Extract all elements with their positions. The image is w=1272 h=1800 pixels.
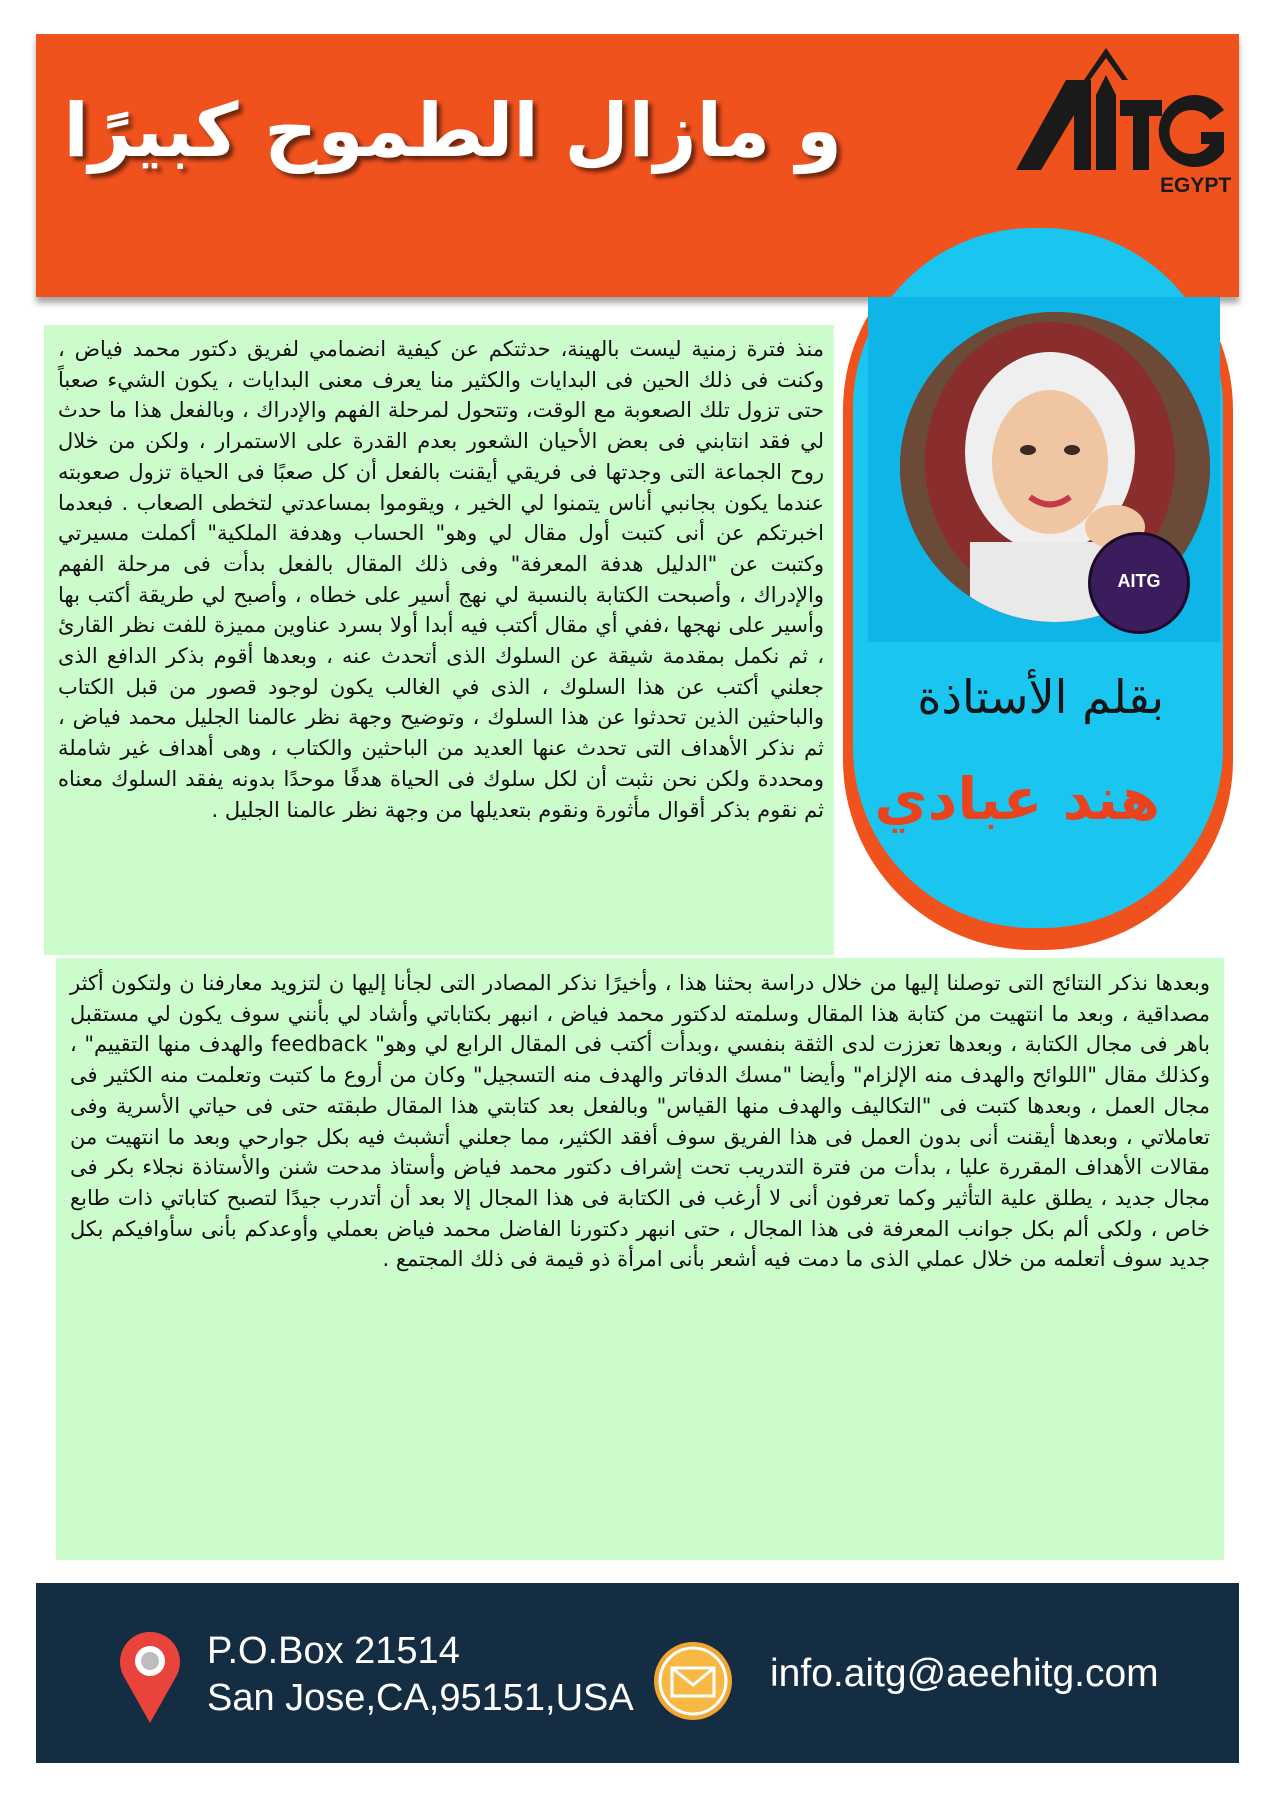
page-title: و مازال الطموح كبيرًا <box>63 88 842 174</box>
article-paragraph-1: منذ فترة زمنية ليست بالهينة، حدثتكم عن كيفية انضمامي لفريق دكتور محمد فياض ، وكنت فى ذلك الحين فى البدايات والكثير منا يعرف معنى البدايات ، يكون الشيء صعباً حتى تزول تلك الصعوبة مع الوقت، وتتحول لمرحلة الفهم والإدراك ، وبالفعل هذا ما حدث لي فقد انتابني فى بعض الأحيان الشعور بعدم القدرة على الاستمرار ، ولكن من خلال روح الجماعة التى وجدتها فى فريقي أيقنت بالفعل أن كل صعبًا فى الحياة تزول صعوبته عندما يكون بجانبي أناس يتمنوا لي الخير ، ويقوموا بمساعدتي لتخطى الصعاب . فبعدما اخبرتكم عن أنى كتبت أول مقال لي وهو" الحساب وهدفة الملكية" أكملت مسيرتي وكتبت عن "الدليل هدفة المعرفة" وفى ذلك المقال بالفعل بدأت فى مرحلة الفهم والإدراك ، وأصبحت الكتابة بالنسبة لي نهج أسير على خطاه ، وأصبح لي طريقة أكتب بها وأسير على نهجها ،ففي أي مقال أكتب فيه أبدا أولا بسرد عناوين مميزة للفت نظر القارئ ، ثم نكمل بمقدمة شيقة عن السلوك الذى أتحدث عنه ، وبعدها أقوم بذكر الدافع الذى جعلني أكتب عن هذا السلوك ، الذى في الغالب يكون لوجود قصور من قبل الكتاب والباحثين الذين تحدثوا عن هذا السلوك ، وتوضيح وجهة نظر عالمنا الجليل محمد فياض ، ثم نذكر الأهداف التى تحدث عنها العديد من الباحثين والكتاب ، وهى أهداف غير شاملة ومحددة ولكن نحن نثبت أن لكل سلوك فى الحياة هدفًا موحدًا بدونه يفقد السلوك معناه ثم نقوم بذكر أقوال مأثورة ونقوم بتعديلها من وجهة نظر عالمنا الجليل . <box>58 337 824 822</box>
email-address[interactable]: info.aitg@aeehitg.com <box>770 1652 1159 1695</box>
aitg-badge-icon <box>1088 532 1190 634</box>
author-name: هند عبادي <box>874 765 1160 833</box>
author-label: بقلم الأستاذة <box>917 670 1164 724</box>
location-pin-icon <box>115 1625 185 1725</box>
article-paragraph-2: وبعدها نذكر النتائج التى توصلنا إليها من خلال دراسة بحثنا هذا ، وأخيرًا نذكر المصادر التى لجأنا إليها ن لتزويد معارفنا ن ولتكون أكثر مصداقية ، وبعد ما انتهيت من كتابة هذا المقال وسلمته لدكتور محمد فياض ، انبهر بكتاباتي وأشاد لي بأنني سوف يكون لي مستقبل باهر فى مجال الكتابة ، وبعدها تعززت لدى الثقة بنفسي ،وبدأت أكتب فى المقال الرابع لي وهو" feedback والهدف منها التقييم" ، وكذلك مقال "اللوائح والهدف منه الإلزام" وأيضا "مسك الدفاتر والهدف منه التسجيل" وكان من أروع ما كتبت وتعلمت منه الكثير فى مجال العمل ، وبعدها كتبت فى "التكاليف والهدف منها القياس" وبالفعل بعد كتابتي هذا المقال طبقته حتى فى حياتي الأسرية وفى تعاملاتي ، وبعدها أيقنت أنى بدون العمل فى هذا الفريق سوف أفقد الكثير، مما جعلني أتشبث فيه بكل جوارحي وبعد ما انتهيت من مقالات الأهداف المقررة عليا ، بدأت من فترة التدريب تحت إشراف دكتور محمد فياض وأستاذ مدحت شنن والأستاذة نجلاء بكر فى مجال جديد ، يطلق علية التأثير وكما تعرفون أنى لا أرغب فى الكتابة فى هذا المجال إلا بعد أن أتدرب جيدًا لتصبح كتاباتي ذات طابع خاص ، ولكى ألم بكل جوانب المعرفة فى هذا المجال ، حتى انبهر دكتورنا الفاضل محمد فياض بعملي وأوعدكم بأنى سأوافيكم بكل جديد سوف أتعلمه من خلال عملي الذى ما دمت فيه أشعر بأنى امرأة ذو قيمة فى ذلك المجتمع . <box>70 971 1210 1272</box>
badge-text: AITG <box>1117 571 1161 591</box>
envelope-icon <box>652 1640 734 1722</box>
address-line-2: San Jose,CA,95151,USA <box>207 1677 634 1719</box>
logo-subtitle: EGYPT <box>1160 174 1232 197</box>
address-line-1: P.O.Box 21514 <box>207 1630 460 1672</box>
